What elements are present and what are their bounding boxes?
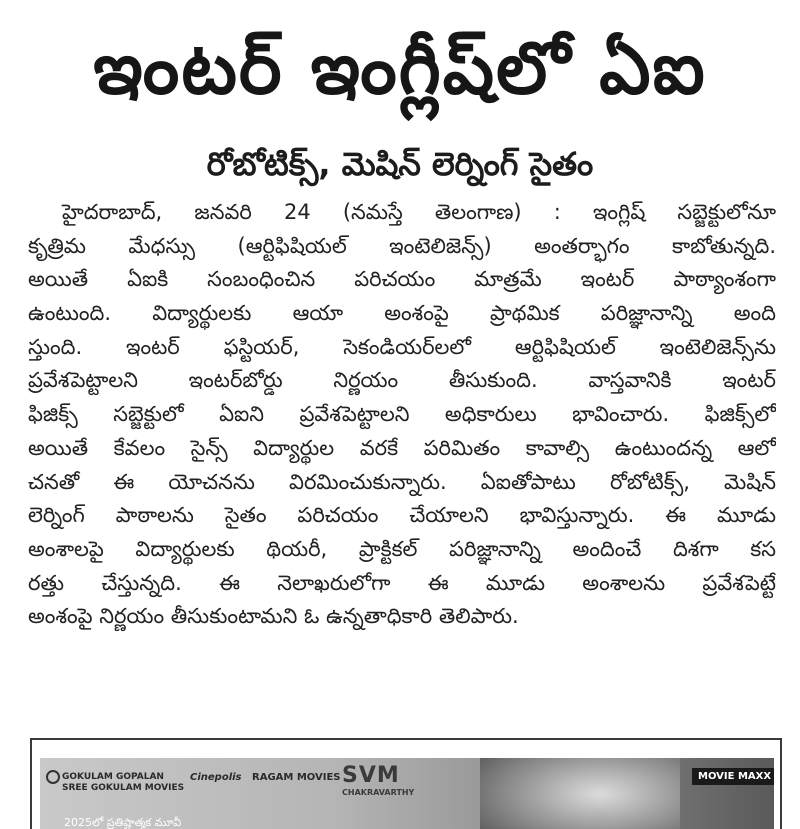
article-line: లెర్నింగ్ పాఠాలను సైతం పరిచయం చేయాలని భావిస్తున్నారు. ఈ మూడు <box>28 503 776 528</box>
ad-logo-svm-sub: CHAKRAVARTHY <box>342 788 415 797</box>
article-line: ఉంటుంది. విద్యార్థులకు ఆయా అంశంపై ప్రాథమిక పరిజ్ఞానాన్ని అంది <box>28 301 776 326</box>
ad-logo-svm-title: SVM <box>342 763 400 788</box>
ad-logo-gokulam-sub: SREE GOKULAM MOVIES <box>62 783 185 793</box>
article-body <box>28 196 776 634</box>
ad-caption: 2025లో ప్రతిష్టాత్మక మూవీ <box>64 816 182 829</box>
headline: ఇంటర్ ఇంగ్లీష్‌లో ఏఐ <box>93 26 707 110</box>
article-line: అయితే ఏఐకి సంబంధించిన పరిచయం మాత్రమే ఇంటర్ పాఠ్యాంశంగా <box>28 267 776 292</box>
ad-photo <box>480 758 680 829</box>
article-line: చనతో ఈ యోచనను విరమించుకున్నారు. ఏఐతోపాటు రోబోటిక్స్, మెషిన్ <box>28 469 776 494</box>
article-line: ప్రవేశపెట్టాలని ఇంటర్‌బోర్డు నిర్ణయం తీసుకుంది. వాస్తవానికి ఇంటర్ <box>28 368 776 393</box>
subheadline: రోబోటిక్స్, మెషిన్ లెర్నింగ్ సైతం <box>206 145 594 183</box>
article-line: కృత్రిమ మేధస్సు (ఆర్టిఫిషియల్ ఇంటెలిజెన్స్) అంతర్భాగం కాబోతున్నది. <box>28 233 776 258</box>
ad-logo-gokulam <box>62 772 184 794</box>
article-line: అయితే కేవలం సైన్స్ విద్యార్థుల వరకే పరిమితం కావాల్సి ఉంటుందన్న ఆలో <box>28 435 776 460</box>
article-line: స్తుంది. ఇంటర్ ఫస్టియర్, సెకండియర్‌లలో ఆర్టిఫిషియల్ ఇంటెలిజెన్స్‌ను <box>28 334 776 359</box>
ad-logo-gokulam-title: GOKULAM GOPALAN <box>62 772 164 782</box>
ad-logo-svm <box>342 764 414 797</box>
ad-logo-cinepolis: Cinepolis <box>190 772 242 783</box>
ad-logo-ragam: RAGAM MOVIES <box>252 772 341 783</box>
article-line: ఫిజిక్స్ సబ్జెక్టులో ఏఐని ప్రవేశపెట్టాలని అధికారులు భావించారు. ఫిజిక్స్‌లో <box>28 402 776 427</box>
article-line: అంశాలపై విద్యార్థులకు థియరీ, ప్రాక్టికల్ పరిజ్ఞానాన్ని అందించే దిశగా కస <box>28 536 776 561</box>
emblem-icon <box>46 770 60 784</box>
article-line: అంశంపై నిర్ణయం తీసుకుంటామని ఓ ఉన్నతాధికారి తెలిపారు. <box>28 604 519 629</box>
ad-logo-moviemaxx: MOVIE MAXX <box>692 768 774 785</box>
article-line: హైదరాబాద్, జనవరి 24 (నమస్తే తెలంగాణ) : ఇంగ్లిష్ సబ్జెక్టులోనూ <box>62 200 776 224</box>
article-line: రత్తు చేస్తున్నది. ఈ నెలాఖరులోగా ఈ మూడు అంశాలను ప్రవేశపెట్టే <box>28 570 776 595</box>
advertisement-banner[interactable] <box>40 758 774 829</box>
advertisement[interactable] <box>30 738 782 829</box>
